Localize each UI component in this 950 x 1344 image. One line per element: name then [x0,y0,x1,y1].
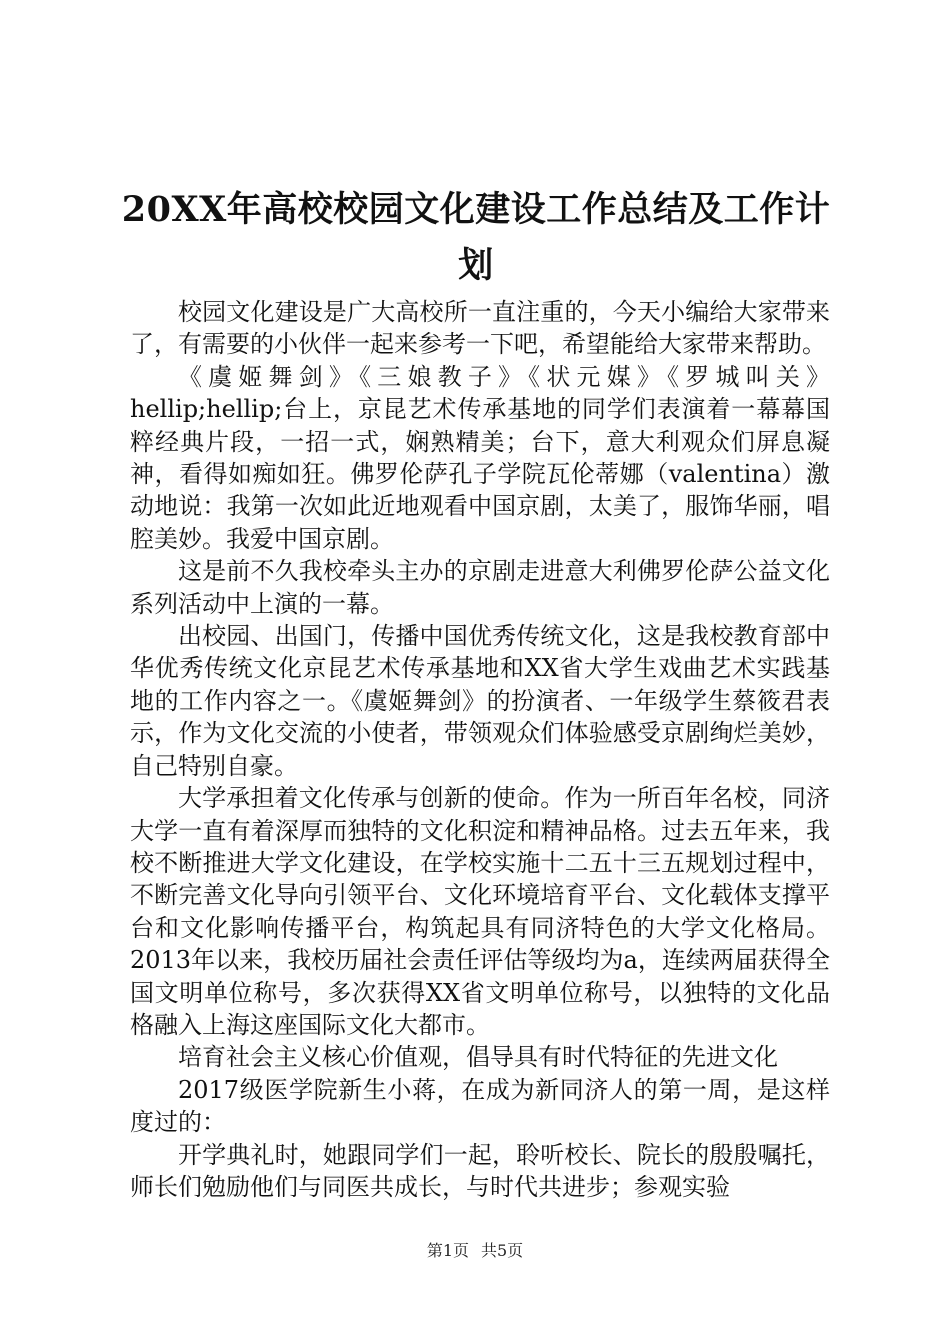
paragraph: 出校园、出国门，传播中国优秀传统文化，这是我校教育部中华优秀传统文化京昆艺术传承基地和XX省大学生戏曲艺术实践基地的工作内容之一。《虞姬舞剑》的扮演者、一年级学生蔡筱君表示，作为文化交流的小使者，带领观众们体验感受京剧绚烂美妙，自己特别自豪。 [130,622,830,780]
paragraph: 开学典礼时，她跟同学们一起，聆听校长、院长的殷殷嘱托，师长们勉励他们与同医共成长，与时代共进步；参观实验 [130,1140,830,1201]
page-number: 第1页 [426,1241,469,1260]
paragraph: 大学承担着文化传承与创新的使命。作为一所百年名校，同济大学一直有着深厚而独特的文化积淀和精神品格。过去五年来，我校不断推进大学文化建设，在学校实施十二五十三五规划过程中，不断完善文化导向引领平台、文化环境培育平台、文化载体支撑平台和文化影响传播平台，构筑起具有同济特色的大学文化格局。2013年以来，我校历届社会责任评估等级均为a，连续两届获得全国文明单位称号，多次获得XX省文明单位称号，以独特的文化品格融入上海这座国际文化大都市。 [130,784,830,1039]
paragraph: 《虞姬舞剑》《三娘教子》《状元媒》《罗城叫关》hellip;hellip;台上，京昆艺术传承基地的同学们表演着一幕幕国粹经典片段，一招一式，娴熟精美；台下，意大利观众们屏息凝神，看得如痴如狂。佛罗伦萨孔子学院瓦伦蒂娜（valentina）激动地说：我第一次如此近地观看中国京剧，太美了，服饰华丽，唱腔美妙。我爱中国京剧。 [130,362,830,553]
page-footer [0,1241,950,1261]
document-title: 20XX年高校校园文化建设工作总结及工作计划 [121,189,831,286]
page-total: 共5页 [481,1241,524,1260]
paragraph: 校园文化建设是广大高校所一直注重的，今天小编给大家带来了，有需要的小伙伴一起来参考一下吧，希望能给大家带来帮助。 [130,298,830,359]
paragraph: 2017级医学院新生小蒋，在成为新同济人的第一周，是这样度过的： [130,1075,830,1137]
document-body [130,296,830,1203]
paragraph: 这是前不久我校牵头主办的京剧走进意大利佛罗伦萨公益文化系列活动中上演的一幕。 [130,557,830,618]
paragraph: 培育社会主义核心价值观，倡导具有时代特征的先进文化 [178,1043,778,1072]
